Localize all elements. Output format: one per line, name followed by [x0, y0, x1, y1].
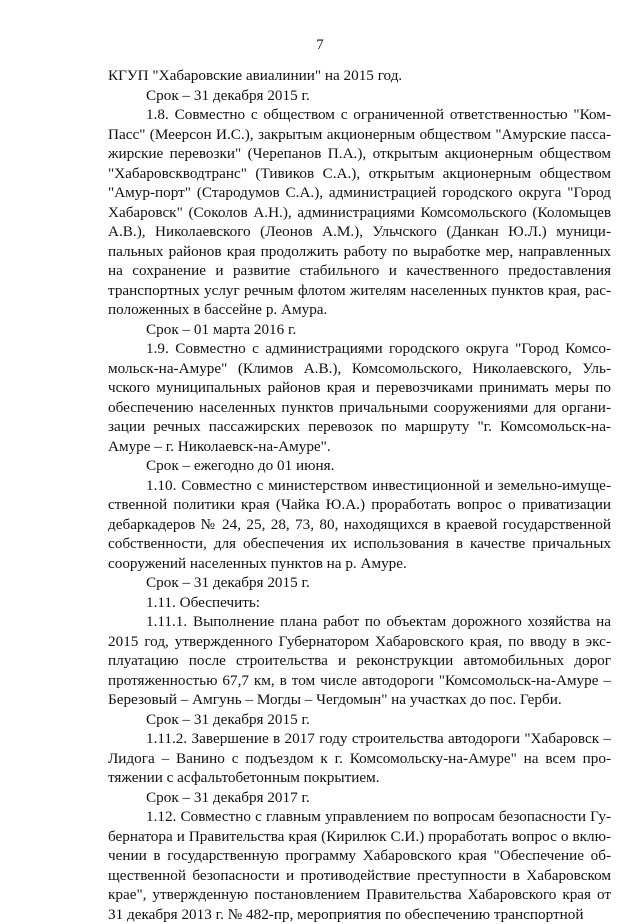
paragraph-1-8: 1.8. Совместно с обществом с ограниченной ответственностью "КомПасс" (Меерсон И.С.), закрытым акционерным обществом "Амурские пассажирские перевозки" (Черепанов П.А.), открытым акционерным обществом "Хабаровскводтранс" (Тивиков С.А.), открытым акционерным обществом "Амур-порт" (Стародумов С.А.), администрацией городского округа "Город Хабаровск" (Соколов А.Н.), администрациями Комсомольского (Коломыцев А.В.), Николаевского (Леонов А.М.), Ульчского (Данкан Ю.Л.) муниципальных районов края продолжить работу по выработке мер, направленных на сохранение и развитие стабильного и качественного предоставления транспортных услуг речным флотом жителям населенных пунктов края, расположенных в бассейне р. Амура. — [108, 106, 611, 318]
page-number: 7 — [316, 37, 324, 53]
paragraph-1-11: 1.11. Обеспечить: — [146, 593, 261, 611]
paragraph-1-10: 1.10. Совместно с министерством инвестиционной и земельно-имущественной политики края (Чайка Ю.А.) проработать вопрос о приватизации дебаркадеров № 24, 25, 28, 73, 80, находящихся в краевой государственной собственности, для обеспечения их использования в качестве причальных сооружений населенных пунктов на р. Амуре. — [108, 476, 611, 572]
deadline-line-1: Срок – 31 декабря 2015 г. — [146, 86, 310, 104]
deadline-line-2: Срок – 01 марта 2016 г. — [146, 320, 297, 338]
paragraph-1-9: 1.9. Совместно с администрациями городского округа "Город Комсомольск-на-Амуре" (Климов А.В.), Комсомольского, Николаевского, Ульчского муниципальных районов края и перевозчиками принимать меры по обеспечению населенных пунктов причальными сооружениями для организации речных пассажирских перевозок по маршруту "г. Комсомольск-на-Амуре – г. Николаевск-на-Амуре". — [108, 340, 611, 455]
document-body — [108, 66, 611, 924]
paragraph-1: КГУП "Хабаровские авиалинии" на 2015 год. — [108, 67, 403, 84]
deadline-line-6: Срок – 31 декабря 2017 г. — [146, 788, 310, 806]
deadline-line-5: Срок – 31 декабря 2015 г. — [146, 710, 310, 728]
paragraph-1-12: 1.12. Совместно с главным управлением по вопросам безопасности Губернатора и Правительства края (Кирилюк С.И.) проработать вопрос о включении в государственную программу Хабаровского края "Обеспечение общественной безопасности и противодействие преступности в Хабаровском крае", утвержденную постановлением Правительства Хабаровского края от 31 декабря 2013 г. № 482-пр, мероприятия по обеспечению транспортной — [108, 808, 611, 923]
deadline-line-3: Срок – ежегодно до 01 июня. — [146, 457, 335, 474]
deadline-line-4: Срок – 31 декабря 2015 г. — [146, 574, 310, 591]
paragraph-1-11-1: 1.11.1. Выполнение плана работ по объектам дорожного хозяйства на 2015 год, утвержденного Губернатором Хабаровского края, по вводу в эксплуатацию после строительства и реконструкции автомобильных дорог протяженностью 67,7 км, в том числе автодороги "Комсомольск-на-Амуре – Березовый – Амгунь – Могды – Чегдомын" на участках до пос. Герби. — [108, 613, 611, 708]
paragraph-1-11-2: 1.11.2. Завершение в 2017 году строительства автодороги "Хабаровск – Лидога – Ванино с подъездом к г. Комсомольску-на-Амуре" на всем протяжении с асфальтобетонным покрытием. — [108, 730, 611, 786]
